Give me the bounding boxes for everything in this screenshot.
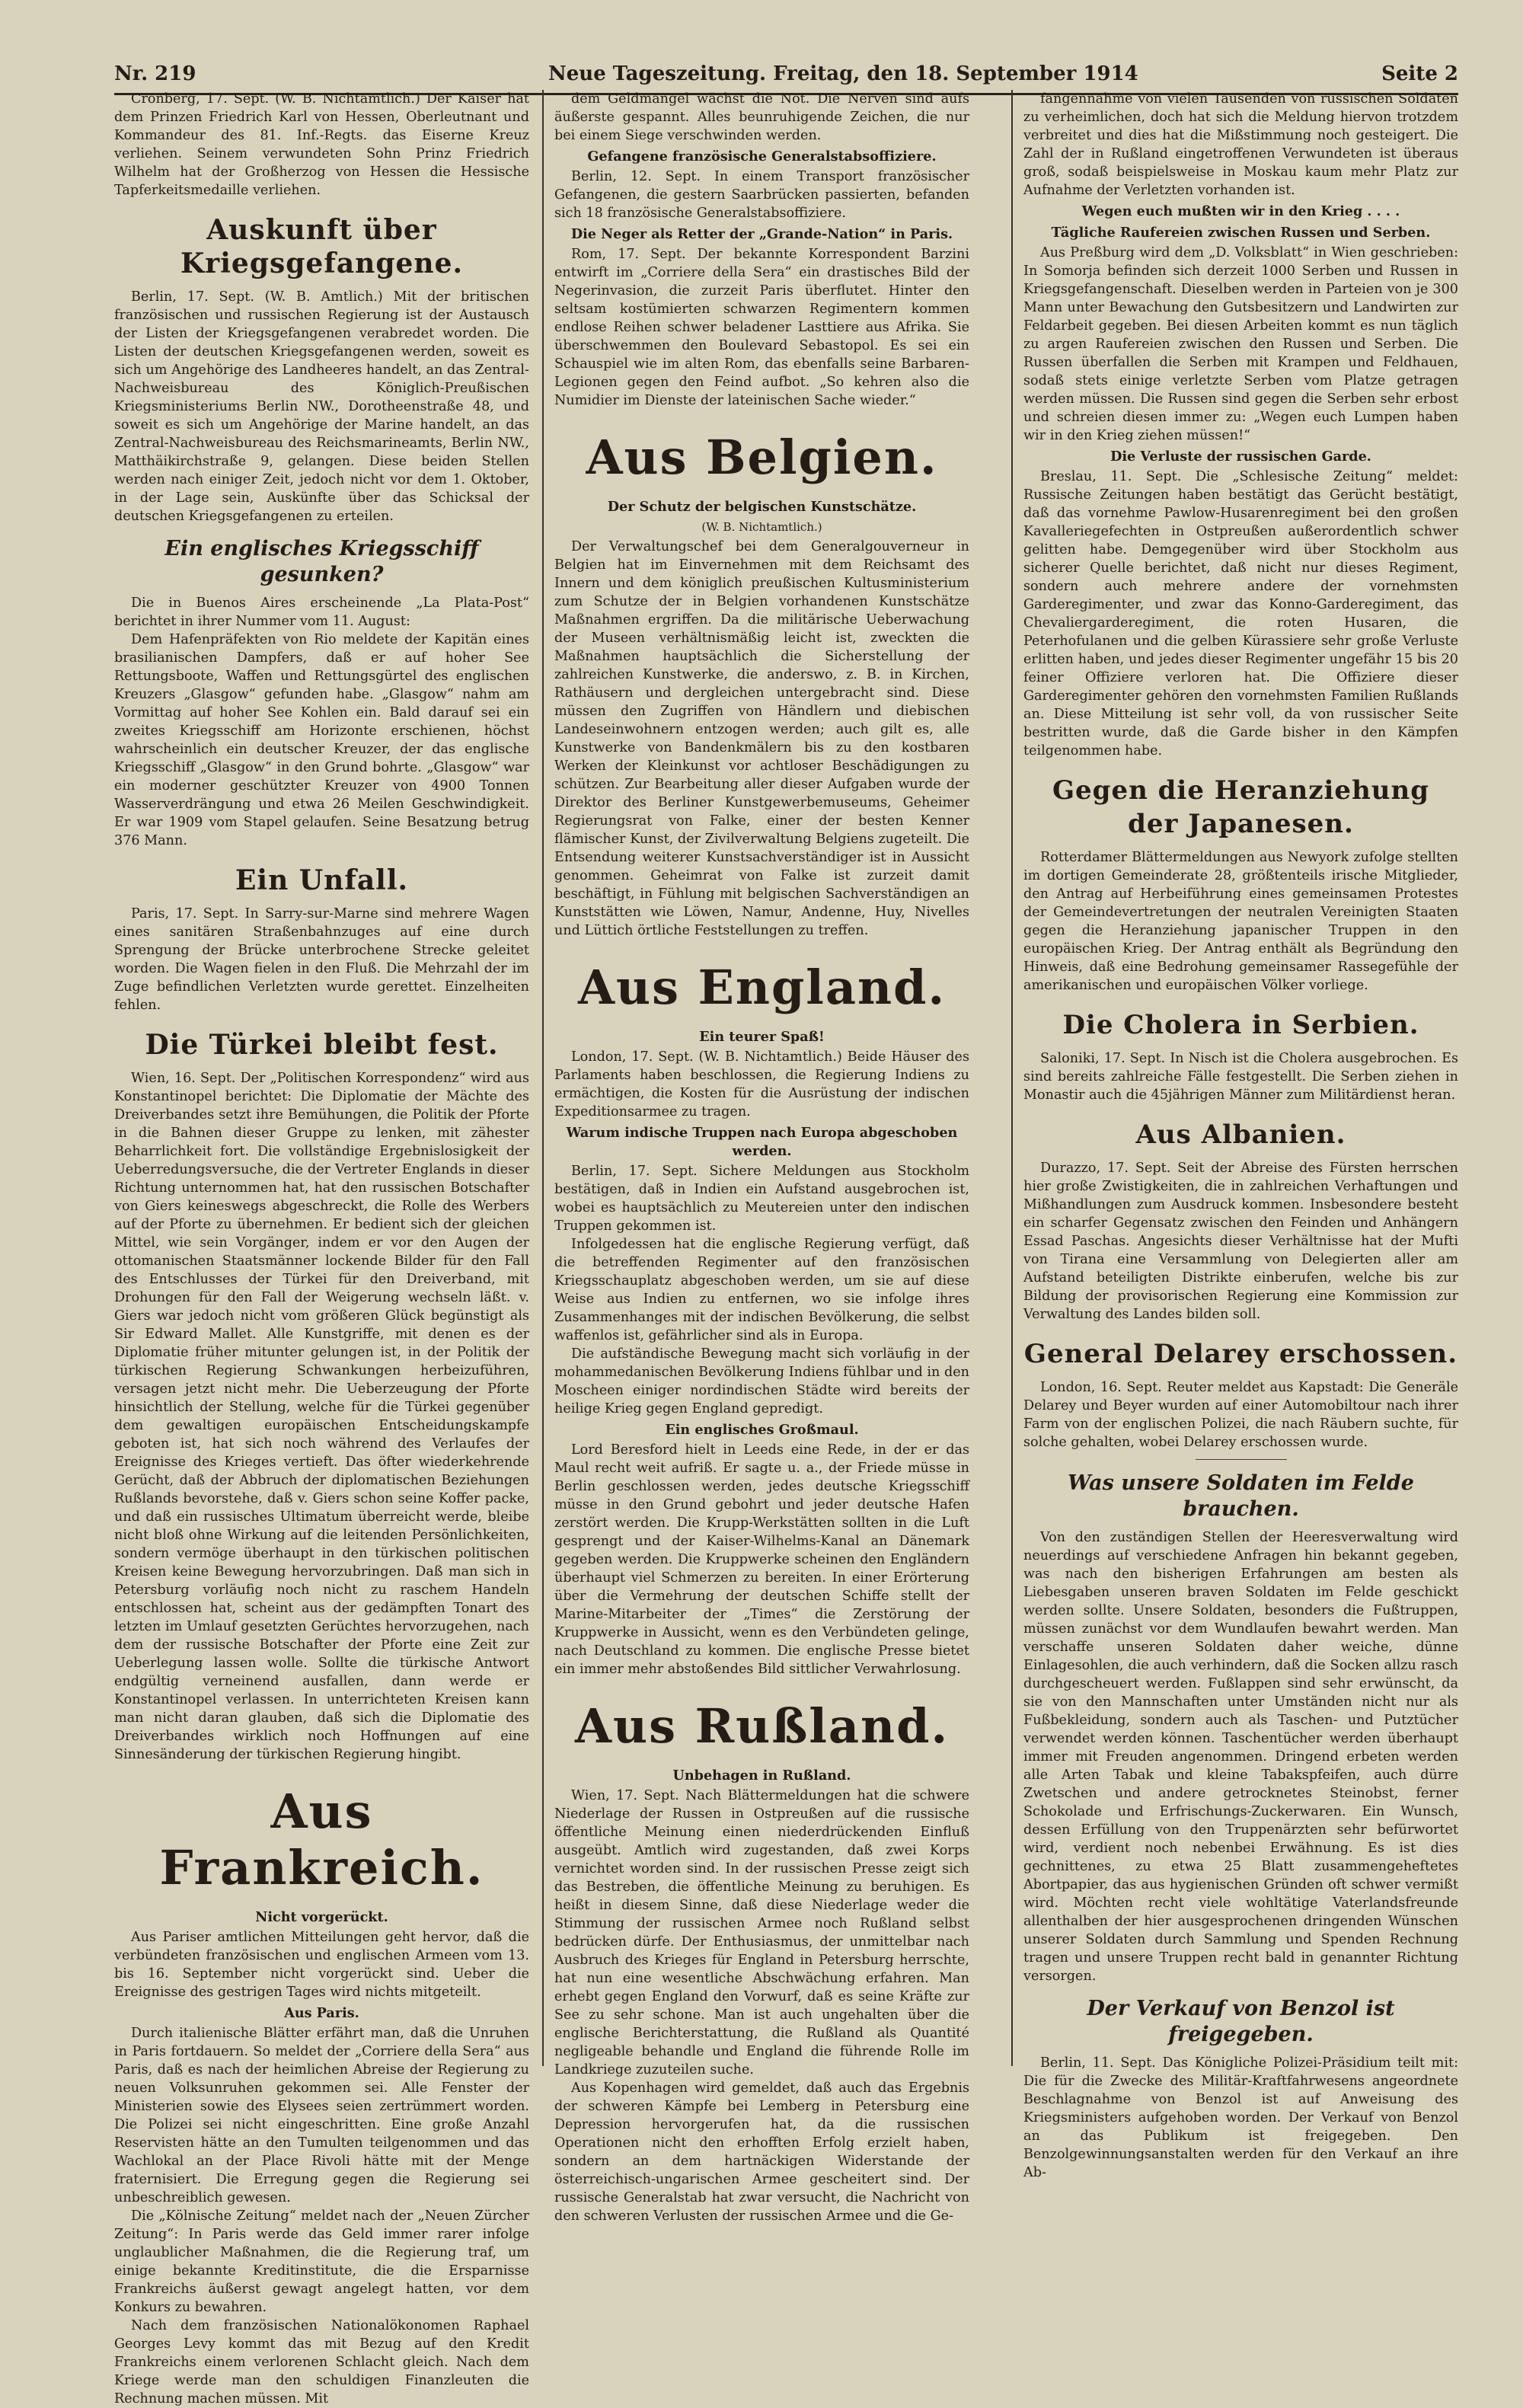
source-note: (W. B. Nichtamtlich.) <box>701 520 822 534</box>
subheading: Warum indische Truppen nach Europa abgeschoben werden. <box>566 1125 958 1159</box>
article-paragraph: Durch italienische Blätter erfährt man, daß die Unruhen in Paris fortdauern. So meldet der „Corriere della Sera“ aus Paris, daß es nach der heimlichen Abreise der Regierung zu neuen Volksunruhen gekommen sei. Alle Fenster der Ministerien sowie des Elysees seien zertrümmert worden. Die Polizei sei nicht eingeschritten. Eine große Anzahl Reservisten hätte an den Tumulten teilgenommen und das Wachlokal an der Place Rivoli hätte mit der Menge fraternisiert. Die Erregung gegen die Regierung sei unbeschreiblich gewesen. <box>114 2026 529 2205</box>
headline-japanesen: Gegen die Heranziehung der Japanesen. <box>1052 775 1429 839</box>
article-paragraph: Die aufständische Bewegung macht sich vorläufig in der mohammedanischen Bevölkerung Indiens fühlbar und in den Moscheen einiger nordindischen Städte wird bereits der heilige Krieg gegen England gepredigt. <box>554 1346 969 1416</box>
headline-frankreich: Aus Frankreich. <box>159 1784 484 1895</box>
headline-kriegsgefangene: Auskunft über Kriegsgefangene. <box>180 214 464 279</box>
subheading: Die Neger als Retter der „Grande-Nation“ in Paris. <box>570 226 953 242</box>
article-paragraph: Aus Preßburg wird dem „D. Volksblatt“ in Wien geschrieben: In Somorja befinden sich derzeit 1000 Serben und Russen in Kriegsgefangenschaft. Dieselben werden in Parteien von je 300 Mann unter Bewachung den Gutsbesitzern und Landwirten zur Feldarbeit gegeben. Bei diesen Arbeiten kommt es nun täglich zu argen Raufereien zwischen den Russen und Serben. Die Russen überfallen die Serben mit Krampen und Feldhauen, sodaß stets einige verletzte Serben vom Platze getragen werden müssen. Die Russen sind gegen die Serben sehr erbost und schreien diesen immer zu: „Wegen euch Lumpen haben wir in den Krieg ziehen müssen!“ <box>1023 245 1458 443</box>
article-paragraph: Rom, 17. Sept. Der bekannte Korrespondent Barzini entwirft im „Corriere della Sera“ ein drastisches Bild der Negerinvasion, die zurzeit Paris überflutet. Hinter den seltsam kostümierten schwarzen Regimentern kommen endlose Reihen schwer beladener Lasttiere aus Afrika. Sie überschwemmen den Boulevard Sebastopol. Es sei ein Schauspiel wie im alten Rom, das ebenfalls seine Barbaren-Legionen gegen den Feind aufbot. „So kehren also die Numidier im Dienste der lateinischen Sache wieder.“ <box>554 247 969 408</box>
paper-title-date: Neue Tageszeitung. Freitag, den 18. September 1914 <box>548 62 1138 85</box>
article-paragraph: Von den zuständigen Stellen der Heeresverwaltung wird neuerdings auf verschiedene Anfragen hin bekannt gegeben, was nach den bisherigen Erfahrungen am besten als Liebesgaben unseren braven Soldaten im Felde geschickt werden sollte. Unsere Soldaten, besonders die Fußtruppen, müssen zunächst vor dem Wundlaufen bewahrt werden. Man verschaffe unseren Soldaten daher weiche, dünne Einlagesohlen, die auch verhindern, daß die Socken allzu rasch durchgescheuert werden. Fußlappen sind sehr erwünscht, da sie von den Mannschaften unter Umständen nicht nur als Fußbekleidung, sondern auch als Taschen- und Putztücher verwendet werden können. Taschentücher werden überhaupt immer mit Freuden angenommen. Dringend erbeten werden alle Arten Tabak und kleine Tabakspfeifen, auch dürre Zwetschen und andere getrocknetes Steinobst, ferner Schokolade und Erfrischungs-Zuckerwaren. Ein Wunsch, dessen Erfüllung von den Truppenärzten sehr befürwortet wird, verdient noch nebenbei Erwähnung. Es ist dies gechnittenes, zu etwa 25 Blatt zusammengeheftetes Abortpapier, das aus hygienischen Gründen oft schwer vermißt wird. Möchten recht viele wohltätige Vaterlandsfreunde allenthalben der hier ausgesprochenen dringenden Wünschen unserer Soldaten durch Sammlung und Spenden Rechnung tragen und unsere Truppen recht bald in genannter Richtung versorgen. <box>1023 1530 1458 1984</box>
subheading: Wegen euch mußten wir in den Krieg . . . . <box>1081 203 1400 219</box>
article-paragraph: London, 17. Sept. (W. B. Nichtamtlich.) Beide Häuser des Parlaments haben beschlossen, die Regierung Indiens zu ermächtigen, die Kosten für die Ausrüstung der indischen Expeditionsarmee zu tragen. <box>554 1049 969 1119</box>
article-paragraph: Wien, 16. Sept. Der „Politischen Korrespondenz“ wird aus Konstantinopel berichtet: Die Diplomatie der Mächte des Dreiverbandes setzt ihre Bemühungen, die Politik der Pforte in die Bahnen dieser Gruppe zu lenken, mit zähester Beharrlichkeit fort. Die vollständige Ergebnislosigkeit der Ueberredungsversuche, die der Vertreter Englands in dieser Richtung unternommen hat, hat den russischen Botschafter von Giers keineswegs abgeschreckt, die Rolle des Werbers auf der Pforte zu übernehmen. Er bedient sich der gleichen Mittel, wie sein Vorgänger, indem er vor den Augen der ottomanischen Staatsmänner lockende Bilder für den Fall des Entschlusses der Türkei für den Dreiverband, mit Drohungen für den Fall der Weigerung wechseln läßt. v. Giers war jedoch nicht vom größeren Glück begünstigt als Sir Edward Mallet. Alle Kunstgriffe, mit denen es der Diplomatie früher mitunter gelungen ist, in der Politik der türkischen Regierung Schwankungen herbeizuführen, versagen jetzt nicht mehr. Die Ueberzeugung der Pforte hinsichtlich der Stellung, welche für die Türkei gegenüber dem gewaltigen europäischen Entscheidungskampfe geboten ist, hat sich noch während des Verlaufes der Ereignisse des Krieges vertieft. Das öfter wiederkehrende Gerücht, daß der Abbruch der diplomatischen Beziehungen Rußlands bevorstehe, daß v. Giers schon seine Koffer packe, und daß ein russisches Ultimatum überreicht werde, bleibe nicht bloß ohne Wirkung auf die leitenden Persönlichkeiten, sondern vermöge überhaupt in den türkischen politischen Kreisen keine Bewegung hervorzubringen. Daß man sich in Petersburg vorläufig noch nicht zu raschem Handeln entschlossen hat, scheint aus der gedämpften Tonart des letzten im Umlauf gesetzten Gerüchtes hervorzugehen, nach dem der russische Botschafter der Pforte eine Zeit zur Ueberlegung lassen wolle. Sollte die türkische Antwort endgültig verneinend ausfallen, dann werde er Konstantinopel verlassen. In unterrichteten Kreisen kann man nicht daran glauben, daß sich die Diplomatie des Dreiverbandes wirklich noch Hoffnungen auf eine Sinnesänderung der türkischen Regierung hingibt. <box>114 1071 529 1762</box>
article-paragraph: Wien, 17. Sept. Nach Blättermeldungen hat die schwere Niederlage der Russen in Ostpreußen auf die russische öffentliche Meinung einen niederdrückenden Einfluß ausgeübt. Amtlich wird zugestanden, daß zwei Korps vernichtet worden sind. In der russischen Presse zeigt sich das Bestreben, die öffentliche Meinung zu beruhigen. Es heißt in diesem Sinne, daß diese Niederlage weder die Stimmung der russischen Armee noch Rußland selbst bedrücken dürfe. Der Enthusiasmus, der unmittelbar nach Ausbruch des Krieges für England in Petersburg herrschte, hat nun eine wesentliche Abschwächung erfahren. Man erhebt gegen England den Vorwurf, daß es seine Kräfte zur See zu sehr schone. Man ist auch ungehalten über die englische Berichterstattung, die Rußland als Quantité negligeable behandle und England die führende Rolle im Landkriege zuzuteilen suche. <box>554 1788 969 2077</box>
headline-delarey: General Delarey erschossen. <box>1023 1339 1458 1369</box>
headline-england: Aus England. <box>577 960 947 1015</box>
article-paragraph: Durazzo, 17. Sept. Seit der Abreise des Fürsten herrschen hier große Zwistigkeiten, die in zahlreichen Verhaftungen und Mißhandlungen zum Ausdruck kommen. Insbesondere besteht ein scharfer Gegensatz zwischen den Feinden und Anhängern Essad Paschas. Angesichts dieser Verhältnisse hat der Mufti von Tirana eine Versammlung von Delegierten aller am Aufstand beteiligten Distrikte einberufen, welche bis zur Bildung der provisorischen Regierung eine Kommission zur Verwaltung des Landes bilden soll. <box>1023 1161 1458 1322</box>
article-paragraph: Dem Hafenpräfekten von Rio meldete der Kapitän eines brasilianischen Dampfers, daß er auf hoher See Rettungsboote, Waffen und Rettungsgürtel des englischen Kreuzers „Glasgow“ gefunden habe. „Glasgow“ nahm am Vormittag auf hoher See Kohlen ein. Bald darauf sei ein zweites Kriegsschiff am Horizonte erschienen, höchst wahrscheinlich ein deutscher Kreuzer, der das englische Kriegsschiff „Glasgow“ in den Grund bohrte. „Glasgow“ war ein moderner geschützter Kreuzer von 4900 Tonnen Wasserverdrängung und etwa 26 Meilen Geschwindigkeit. Er war 1909 vom Stapel gelaufen. Seine Besatzung betrug 376 Mann. <box>114 632 529 848</box>
headline-cholera: Die Cholera in Serbien. <box>1062 1010 1419 1040</box>
article-paragraph: Saloniki, 17. Sept. In Nisch ist die Cholera ausgebrochen. Es sind bereits zahlreiche Fälle festgestellt. Die Serben ziehen in Monastir auch die 45jährigen Männer zum Militärdienst heran. <box>1023 1051 1458 1103</box>
headline-russland: Aus Rußland. <box>574 1698 950 1754</box>
subheading: Ein englisches Großmaul. <box>665 1422 859 1438</box>
headline-benzol: Der Verkauf von Benzol ist freigegeben. <box>1087 1997 1395 2046</box>
article-paragraph: Berlin, 17. Sept. Sichere Meldungen aus Stockholm bestätigen, daß in Indien ein Aufstand ausgebrochen ist, wobei es hauptsächlich zu Meutereien unter den indischen Truppen gekommen ist. <box>554 1164 969 1234</box>
page-number: Seite 2 <box>1381 62 1458 85</box>
headline-kriegsschiff: Ein englisches Kriegsschiff gesunken? <box>164 537 479 586</box>
article-paragraph: Lord Beresford hielt in Leeds eine Rede, in der er das Maul recht weit aufriß. Er sagte u. a., der Friede müsse in Berlin geschlossen werden, jedes deutsche Kriegsschiff müsse in den Grund gebohrt und jeder deutsche Hafen zerstört werden. Die Krupp-Werkstätten sollten in die Luft gesprengt und der Kaiser-Wilhelms-Kanal an Dänemark gegeben werden. Die Kruppwerke scheinen den Engländern überhaupt viel Schmerzen zu bereiten. In einer Erörterung über die Vermehrung der deutschen Schiffe stellt der Marine-Mitarbeiter der „Times“ die Zerstörung der Kruppwerke in Aussicht, wenn es den Verbündeten gelinge, nach Deutschland zu kommen. Die englische Presse bietet ein immer mehr abstoßendes Bild sittlicher Verwahrlosung. <box>554 1442 969 1677</box>
article-paragraph: Aus Kopenhagen wird gemeldet, daß auch das Ergebnis der schweren Kämpfe bei Lemberg in Petersburg eine Depression hervorgerufen hat, da die russischen Operationen nicht den erhofften Erfolg erzielt haben, sondern an dem hartnäckigen Widerstande der österreichisch-ungarischen Armee gescheitert sind. Der russische Generalstab hat zwar versucht, die Nachricht von den schweren Verlusten der russischen Armee und die Ge- <box>554 2081 969 2224</box>
article-paragraph: Paris, 17. Sept. In Sarry-sur-Marne sind mehrere Wagen eines sanitären Straßenbahnzuges auf eine durch Sprengung der Brücke unterbrochene Strecke geleitet worden. Die Wagen fielen in den Fluß. Die Mehrzahl der im Zuge befindlichen Verletzten wurde gerettet. Einzelheiten fehlen. <box>114 906 529 1013</box>
issue-number: Nr. 219 <box>114 62 196 85</box>
subheading: Aus Paris. <box>284 2005 359 2021</box>
column-divider <box>1011 90 1013 2066</box>
divider <box>1196 1459 1287 1460</box>
article-paragraph: Die in Buenos Aires erscheinende „La Plata-Post“ berichtet in ihrer Nummer vom 11. August: <box>114 596 529 629</box>
subheading: Unbehagen in Rußland. <box>672 1768 851 1784</box>
column-3 <box>1023 90 1458 2180</box>
column-divider <box>542 90 544 2066</box>
article-paragraph: Infolgedessen hat die englische Regierung verfügt, daß die betreffenden Regimenter auf den französischen Kriegsschauplatz abgeschoben werden, um sie auf diese Weise aus Indien zu entfernen, wo sie infolge ihres Zusammenhanges mit der indischen Bevölkerung, die selbst waffenlos ist, gefährlicher sind als in Europa. <box>554 1237 969 1343</box>
subheading: Tägliche Raufereien zwischen Russen und Serben. <box>1051 225 1431 241</box>
subheading: Nicht vorgerückt. <box>255 1909 388 1925</box>
headline-belgien: Aus Belgien. <box>586 430 938 485</box>
subheading: Gefangene französische Generalstabsoffiziere. <box>587 149 937 164</box>
article-paragraph: Rotterdamer Blättermeldungen aus Newyork zufolge stellten im dortigen Gemeinderate 28, größtenteils irische Mitglieder, den Antrag auf Herbeiführung eines gemeinsamen Protestes der Gemeindevertretungen der neutralen Vereinigten Staaten gegen die Heranziehung japanischer Truppen in den europäischen Krieg. Der Antrag enthält als Begründung den Hinweis, daß eine Bedrohung gemeinsamer Rassegefühle der amerikanischen und europäischen Völker vorliege. <box>1023 850 1458 993</box>
article-paragraph: London, 16. Sept. Reuter meldet aus Kapstadt: Die Generäle Delarey und Beyer wurden auf einer Automobiltour nach ihrer Farm von der englischen Polizei, die nach Räubern suchte, für solche gehalten, wobei Delarey erschossen wurde. <box>1023 1380 1458 1450</box>
article-paragraph: Breslau, 11. Sept. Die „Schlesische Zeitung“ meldet: Russische Zeitungen haben bestätigt das Gerücht bestätigt, daß das vornehme Pawlow-Husarenregiment bei den großen Kavalleriegefechten in Ostpreußen außerordentlich schwer gelitten habe. Demgegenüber wird über Stockholm aus sicherer Quelle berichtet, daß nicht nur dieses Regiment, sondern auch mehrere andere der vornehmsten Garderegimenter, und zwar das Konno-Garderegiment, das Chevaliergarderegiment, die roten Husaren, die Peterhofulanen und die gelben Kürassiere sehr große Verluste erlitten haben, und jedes dieser Regimenter ungefähr 15 bis 20 feiner Offiziere verloren hat. Die Offiziere dieser Garderegimenter gehören den vornehmsten Familien Rußlands an. Diese Mitteilung ist sehr voll, da von russischer Seite bestritten wurde, daß die Garde bisher in den Kämpfen teilgenommen habe. <box>1023 469 1458 758</box>
article-paragraph: Berlin, 17. Sept. (W. B. Amtlich.) Mit der britischen französischen und russischen Regierung ist der Austausch der Listen der Kriegsgefangenen verabredet worden. Die Listen der deutschen Kriegsgefangenen werden, soweit es sich um Angehörige des Landheeres handelt, an das Zentral-Nachweisbureau des Königlich-Preußischen Kriegsministeriums Berlin NW., Dorotheenstraße 48, und soweit es sich um Angehörige der Marine handelt, an das Zentral-Nachweisbureau des Reichsmarineamts, Berlin NW., Matthäikirchstraße 9, gelangen. Diese beiden Stellen werden nach einiger Zeit, jedoch nicht vor dem 1. Oktober, in der Lage sein, Auskünfte über das Schicksal der deutschen Kriegsgefangenen zu erteilen. <box>114 289 529 524</box>
article-paragraph: Der Verwaltungschef bei dem Generalgouverneur in Belgien hat im Einvernehmen mit dem Reichsamt des Innern und dem königlich preußischen Kultusministerium zum Schutze der in Belgien vorhandenen Kunstschätze Maßnahmen ergriffen. Da die militärische Ueberwachung der Museen verhältnismäßig leicht ist, zweckten die Maßnahmen hauptsächlich die Sicherstellung der zahlreichen Kunstwerke, die anderswo, z. B. in Kirchen, Rathäusern und dergleichen untergebracht sind. Diese müssen den Zugriffen von Händlern und diebischen Landeseinwohnern entzogen werden; auch gilt es, alle Kunstwerke von Bandenkmälern bis zu den kostbaren Werken der Kleinkunst vor achtloser Beschädigungen zu schützen. Zur Bearbeitung aller dieser Aufgaben wurde der Direktor des Berliner Kunstgewerbemuseums, Geheimer Regierungsrat von Falke, einer der besten Kenner flämischer Kunst, der Zivilverwaltung Belgiens zugeteilt. Die Entsendung weiterer Kunstsachverständiger ist in Aussicht genommen. Geheimrat von Falke ist zurzeit damit beschäftigt, in Fühlung mit belgischen Sachverständigen an Kunststätten wie Löwen, Namur, Andenne, Huy, Nivelles und Lüttich örtliche Feststellungen zu treffen. <box>554 539 969 938</box>
headline-unfall: Ein Unfall. <box>235 864 409 896</box>
column-2 <box>554 90 969 2224</box>
article-paragraph: dem Geldmangel wächst die Not. Die Nerven sind aufs äußerste gespannt. Alles beunruhigende Zeichen, die nur bei einem Siege verschwinden werden. <box>554 91 969 143</box>
headline-albanien: Aus Albanien. <box>1135 1119 1346 1150</box>
article-paragraph: Berlin, 11. Sept. Das Königliche Polizei-Präsidium teilt mit: Die für die Zwecke des Militär-Kraftfahrwesens angeordnete Beschlagnahme von Benzol ist auf Anweisung des Kriegsministers aufgehoben worden. Der Verkauf von Benzol an das Publikum ist freigegeben. Den Benzolgewinnungsanstalten werden für den Verkauf an ihre Ab- <box>1023 2055 1458 2180</box>
subheading: Die Verluste der russischen Garde. <box>1110 449 1371 465</box>
headline-soldaten: Was unsere Soldaten im Felde brauchen. <box>1068 1471 1414 1521</box>
column-1 <box>114 90 529 2406</box>
article-paragraph: fangennahme von vielen Tausenden von russischen Soldaten zu verheimlichen, doch hat sich die Meldung hiervon trotzdem verbreitet und dies hat die Mißstimmung noch gesteigert. Die Zahl der in Rußland eingetroffenen Verwundeten ist überaus groß, sodaß beispielsweise in Moskau kaum mehr Platz zur Aufnahme der Verletzten vorhanden ist. <box>1023 91 1458 198</box>
article-paragraph: Aus Pariser amtlichen Mitteilungen geht hervor, daß die verbündeten französischen und englischen Armeen vom 13. bis 16. September nicht vorgerückt sind. Ueber die Ereignisse des gestrigen Tages wird nichts mitgeteilt. <box>114 1930 529 2000</box>
article-paragraph: Cronberg, 17. Sept. (W. B. Nichtamtlich.) Der Kaiser hat dem Prinzen Friedrich Karl von Hessen, Oberleutnant und Kommandeur des 81. Inf.-Regts. das Eiserne Kreuz verliehen. Seinem verwundeten Sohn Prinz Friedrich Wilhelm hat der Großherzog von Hessen die Hessische Tapferkeitsmedaille verliehen. <box>114 91 529 198</box>
subheading: Der Schutz der belgischen Kunstschätze. <box>607 499 917 515</box>
article-paragraph: Nach dem französischen Nationalökonomen Raphael Georges Levy kommt das mit Bezug auf den Kredit Frankreichs einem verlorenen Schlacht gleich. Nach dem Kriege werde man den schuldigen Finanzleuten die Rechnung machen müssen. Mit <box>114 2318 529 2406</box>
article-paragraph: Berlin, 12. Sept. In einem Transport französischer Gefangenen, die gestern Saarbrücken passierten, befanden sich 18 französische Generalstabsoffiziere. <box>554 169 969 221</box>
headline-tuerkei: Die Türkei bleibt fest. <box>145 1029 499 1061</box>
article-paragraph: Die „Kölnische Zeitung“ meldet nach der „Neuen Zürcher Zeitung“: In Paris werde das Geld immer rarer infolge unglaublicher Maßnahmen, die die Regierung traf, um einige bekannte Kreditinstitute, die die Ersparnisse Frankreichs äußerst gewagt angelegt hatten, vor dem Konkurs zu bewahren. <box>114 2208 529 2315</box>
subheading: Ein teurer Spaß! <box>699 1029 825 1045</box>
